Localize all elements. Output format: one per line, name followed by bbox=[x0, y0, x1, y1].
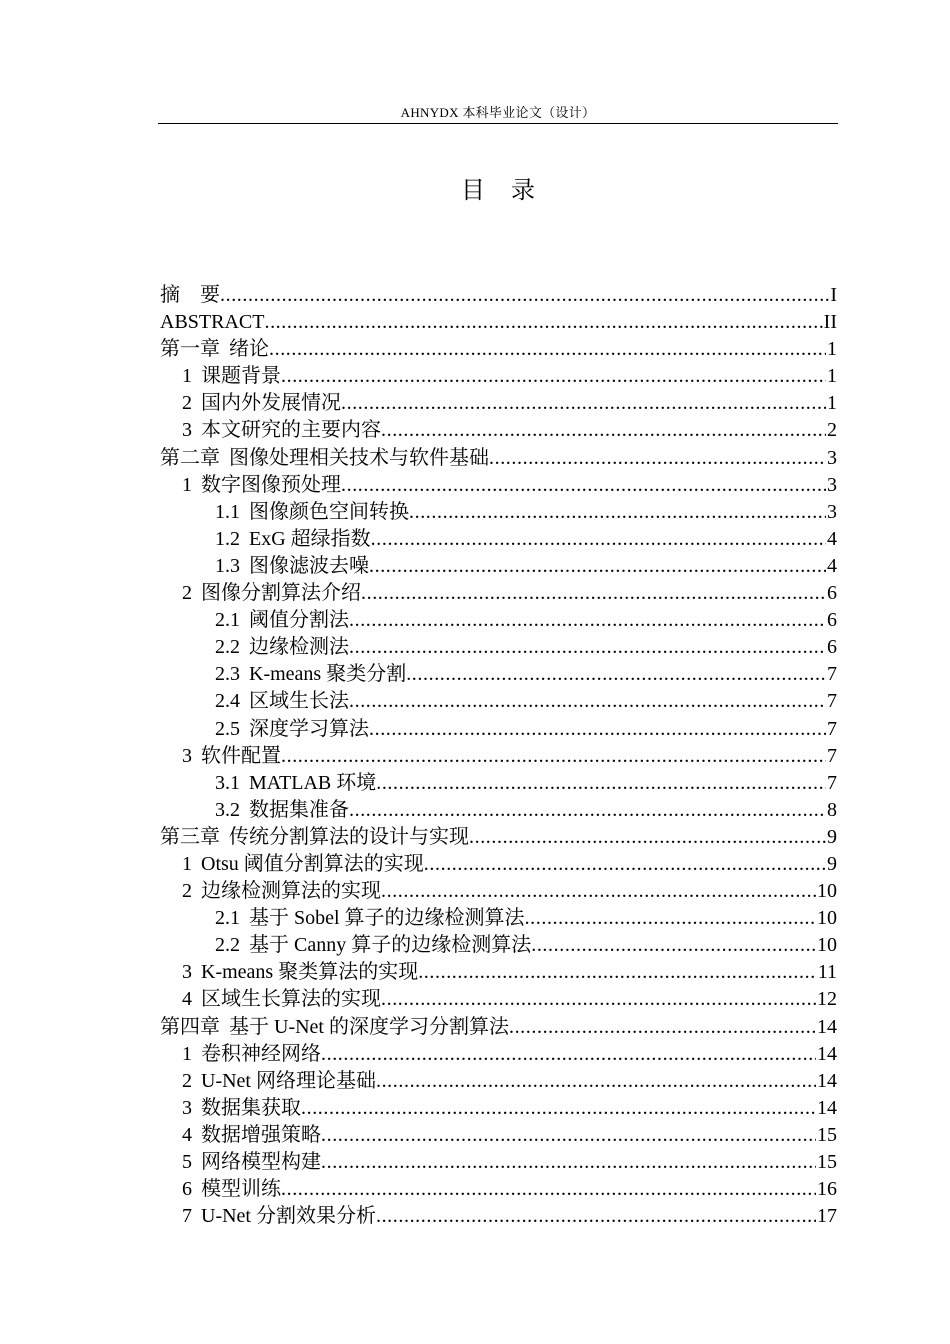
toc-entry-title: 图像滤波去噪 bbox=[249, 554, 369, 577]
toc-entry-title: MATLAB 环境 bbox=[249, 771, 377, 794]
toc-entry-number: 2 bbox=[182, 582, 192, 605]
toc-dot-leader bbox=[349, 688, 826, 715]
toc-entry[interactable] bbox=[160, 634, 837, 661]
toc-dot-leader bbox=[376, 1203, 816, 1230]
toc-entry-title: 深度学习算法 bbox=[249, 717, 369, 740]
toc-page-number: 8 bbox=[827, 798, 837, 821]
toc-dot-leader bbox=[409, 499, 826, 526]
toc-entry[interactable] bbox=[160, 878, 837, 905]
toc-page-number: 9 bbox=[827, 852, 837, 875]
toc-page-number: 10 bbox=[817, 880, 837, 903]
toc-entry-number: 第四章 bbox=[160, 1015, 220, 1038]
toc-page-number: 3 bbox=[827, 446, 837, 469]
toc-entry-title: 图像处理相关技术与软件基础 bbox=[229, 446, 489, 469]
toc-dot-leader bbox=[321, 1041, 816, 1068]
toc-entry[interactable] bbox=[160, 526, 837, 553]
toc-entry-title: 数字图像预处理 bbox=[201, 473, 341, 496]
toc-page-number: 14 bbox=[817, 1069, 837, 1092]
toc-dot-leader bbox=[369, 553, 826, 580]
toc-dot-leader bbox=[406, 661, 826, 688]
toc-entry-number: 1.3 bbox=[215, 554, 240, 577]
toc-entry[interactable] bbox=[160, 743, 837, 770]
header-rule bbox=[158, 123, 838, 124]
toc-page-number: 9 bbox=[827, 825, 837, 848]
toc-entry[interactable] bbox=[160, 716, 837, 743]
toc-entry[interactable] bbox=[160, 905, 837, 932]
toc-entry-number: 5 bbox=[182, 1151, 192, 1173]
toc-dot-leader bbox=[269, 336, 826, 363]
toc-page-number: 11 bbox=[817, 961, 837, 984]
toc-entry-title: 数据集获取 bbox=[201, 1096, 301, 1119]
toc-entry[interactable] bbox=[160, 1203, 837, 1230]
toc-page-number: 7 bbox=[827, 744, 837, 767]
toc-entry-title: 国内外发展情况 bbox=[201, 392, 341, 415]
toc-entry-title: 基于 Canny 算子的边缘检测算法 bbox=[249, 934, 532, 957]
toc-entry-number: 3 bbox=[182, 419, 192, 442]
toc-entry-number: 2.2 bbox=[215, 636, 240, 659]
toc-dot-leader bbox=[376, 1068, 816, 1095]
toc-entry-number: 第三章 bbox=[160, 825, 220, 848]
toc-page-number: II bbox=[823, 311, 837, 334]
toc-page-number: 4 bbox=[827, 554, 837, 577]
toc-entry-number: 1 bbox=[182, 1042, 192, 1065]
toc-entry-title: U-Net 分割效果分析 bbox=[201, 1205, 376, 1228]
toc-dot-leader bbox=[489, 445, 826, 472]
toc-entry-title: 基于 U-Net 的深度学习分割算法 bbox=[229, 1015, 509, 1038]
toc-entry[interactable] bbox=[160, 390, 837, 417]
toc-entry-number: 1.2 bbox=[215, 527, 240, 550]
toc-page-number: 1 bbox=[827, 392, 837, 415]
toc-dot-leader bbox=[264, 309, 822, 336]
toc-entry-number: 2 bbox=[182, 392, 192, 415]
toc-dot-leader bbox=[301, 1095, 816, 1122]
toc-entry-number: 1 bbox=[182, 473, 192, 496]
toc-dot-leader bbox=[381, 417, 826, 444]
toc-page-number: 3 bbox=[827, 500, 837, 523]
toc-entry-title: 阈值分割法 bbox=[249, 609, 349, 632]
toc-entry-title: 边缘检测算法的实现 bbox=[201, 880, 381, 903]
toc-entry-title: 本文研究的主要内容 bbox=[201, 419, 381, 442]
toc-entry-title: 区域生长法 bbox=[249, 690, 349, 713]
toc-entry-number: 2.3 bbox=[215, 663, 240, 686]
toc-page-number: 4 bbox=[827, 527, 837, 550]
toc-entry-title: 课题背景 bbox=[201, 365, 281, 388]
toc-page-number: 7 bbox=[827, 663, 837, 686]
page-header: AHNYDX 本科毕业论文（设计） bbox=[400, 105, 596, 120]
toc-page-number: 3 bbox=[827, 473, 837, 496]
toc-entry[interactable] bbox=[160, 499, 837, 526]
toc-dot-leader bbox=[361, 580, 826, 607]
toc-dot-leader bbox=[371, 526, 826, 553]
toc-dot-leader bbox=[220, 282, 829, 309]
toc-entry[interactable] bbox=[160, 851, 837, 878]
toc-entry[interactable] bbox=[160, 1122, 837, 1149]
toc-page-number: 10 bbox=[817, 934, 837, 957]
toc-entry-title: 区域生长算法的实现 bbox=[201, 988, 381, 1011]
toc-entry-number: 1 bbox=[182, 852, 192, 875]
toc-entry-number: 3 bbox=[182, 1096, 192, 1119]
toc-entry-number: 2.2 bbox=[215, 934, 240, 957]
toc-entry[interactable] bbox=[160, 309, 837, 336]
toc-entry-title: 图像颜色空间转换 bbox=[249, 500, 409, 523]
toc-entry[interactable] bbox=[160, 417, 837, 444]
toc-page-number: 14 bbox=[817, 1042, 837, 1065]
toc-entry-title: Otsu 阈值分割算法的实现 bbox=[201, 852, 424, 875]
toc-dot-leader bbox=[281, 1176, 816, 1203]
toc-entry-number: 第一章 bbox=[160, 338, 220, 361]
toc-dot-leader bbox=[369, 716, 826, 743]
toc-entry[interactable] bbox=[160, 959, 837, 986]
toc-dot-leader bbox=[281, 363, 826, 390]
toc-entry[interactable] bbox=[160, 688, 837, 715]
toc-dot-leader bbox=[349, 797, 826, 824]
toc-dot-leader bbox=[349, 607, 826, 634]
toc-page-number: 15 bbox=[817, 1123, 837, 1146]
toc-page-number: 16 bbox=[817, 1178, 837, 1201]
toc-page-number: 14 bbox=[817, 1015, 837, 1038]
toc-entry-number: 3 bbox=[182, 744, 192, 767]
toc-page-number: 6 bbox=[827, 636, 837, 659]
toc-entry[interactable] bbox=[160, 770, 837, 797]
toc-entry[interactable] bbox=[160, 336, 837, 363]
toc-page-number: 7 bbox=[827, 690, 837, 713]
toc-entry[interactable] bbox=[160, 661, 837, 688]
toc-dot-leader bbox=[321, 1149, 816, 1176]
toc-page-number: 10 bbox=[817, 907, 837, 930]
toc-dot-leader bbox=[509, 1014, 816, 1041]
toc-entry-title: 卷积神经网络 bbox=[201, 1042, 321, 1065]
toc-entry-number: 2.1 bbox=[215, 609, 240, 632]
toc-entry-number: 3.1 bbox=[215, 771, 240, 794]
toc-page-number: 1 bbox=[827, 338, 837, 361]
toc-entry[interactable] bbox=[160, 986, 837, 1013]
toc-page-number: 6 bbox=[827, 609, 837, 632]
toc-dot-leader bbox=[418, 959, 817, 986]
toc-entry-number: 2 bbox=[182, 1069, 192, 1092]
toc-dot-leader bbox=[281, 743, 826, 770]
toc-entry[interactable] bbox=[160, 797, 837, 824]
toc-entry[interactable] bbox=[160, 1149, 837, 1176]
toc-entry-title: K-means 聚类分割 bbox=[249, 663, 407, 686]
toc-entry-title: 数据增强策略 bbox=[201, 1123, 321, 1146]
toc-entry-number: 4 bbox=[182, 1123, 192, 1146]
toc-entry-title: 传统分割算法的设计与实现 bbox=[229, 825, 469, 848]
toc-entry-number: 第二章 bbox=[160, 446, 220, 469]
toc-page-number: 7 bbox=[827, 717, 837, 740]
table-of-contents bbox=[160, 282, 837, 1230]
toc-entry[interactable] bbox=[160, 607, 837, 634]
toc-entry-number: 2.5 bbox=[215, 717, 240, 740]
toc-entry-title: 基于 Sobel 算子的边缘检测算法 bbox=[249, 907, 525, 930]
toc-title: 目录 bbox=[461, 178, 561, 204]
toc-entry[interactable] bbox=[160, 472, 837, 499]
toc-entry[interactable] bbox=[160, 1068, 837, 1095]
toc-entry[interactable] bbox=[160, 1095, 837, 1122]
toc-dot-leader bbox=[341, 390, 826, 417]
toc-entry-number: 2.1 bbox=[215, 907, 240, 930]
toc-entry[interactable] bbox=[160, 1041, 837, 1068]
toc-entry-number: 3.2 bbox=[215, 798, 240, 821]
toc-page-number: 2 bbox=[827, 419, 837, 442]
toc-entry[interactable] bbox=[160, 363, 837, 390]
toc-entry-title: 网络模型构建 bbox=[201, 1151, 321, 1173]
toc-entry-title: 摘 要 bbox=[160, 284, 220, 306]
toc-entry-number: 3 bbox=[182, 961, 192, 984]
toc-entry-title: 绪论 bbox=[229, 338, 269, 361]
toc-dot-leader bbox=[469, 824, 826, 851]
toc-entry[interactable] bbox=[160, 282, 837, 309]
toc-entry-title: K-means 聚类算法的实现 bbox=[201, 961, 419, 984]
toc-page-number: I bbox=[830, 284, 837, 306]
toc-entry-number: 2.4 bbox=[215, 690, 240, 713]
toc-entry-title: U-Net 网络理论基础 bbox=[201, 1069, 376, 1092]
toc-dot-leader bbox=[376, 770, 826, 797]
toc-entry-number: 2 bbox=[182, 880, 192, 903]
toc-entry-title: 数据集准备 bbox=[249, 798, 349, 821]
toc-entry[interactable] bbox=[160, 580, 837, 607]
toc-entry-number: 7 bbox=[182, 1205, 192, 1228]
toc-page-number: 12 bbox=[817, 988, 837, 1011]
toc-dot-leader bbox=[531, 932, 816, 959]
toc-dot-leader bbox=[321, 1122, 816, 1149]
toc-entry-number: 4 bbox=[182, 988, 192, 1011]
toc-dot-leader bbox=[349, 634, 826, 661]
toc-dot-leader bbox=[525, 905, 816, 932]
toc-dot-leader bbox=[381, 986, 816, 1013]
toc-entry[interactable] bbox=[160, 445, 837, 472]
toc-dot-leader bbox=[341, 472, 826, 499]
toc-page-number: 17 bbox=[817, 1205, 837, 1228]
toc-entry-title: 边缘检测法 bbox=[249, 636, 349, 659]
toc-entry-number: 1 bbox=[182, 365, 192, 388]
toc-entry[interactable] bbox=[160, 932, 837, 959]
toc-entry[interactable] bbox=[160, 1176, 837, 1203]
toc-entry-number: 1.1 bbox=[215, 500, 240, 523]
toc-page-number: 7 bbox=[827, 771, 837, 794]
toc-entry-number: 6 bbox=[182, 1178, 192, 1201]
toc-entry[interactable] bbox=[160, 824, 837, 851]
toc-page-number: 1 bbox=[827, 365, 837, 388]
toc-entry-title: ABSTRACT bbox=[160, 311, 265, 334]
toc-page-number: 6 bbox=[827, 582, 837, 605]
toc-page-number: 14 bbox=[817, 1096, 837, 1119]
toc-entry[interactable] bbox=[160, 553, 837, 580]
toc-page-number: 15 bbox=[817, 1151, 837, 1173]
toc-dot-leader bbox=[424, 851, 826, 878]
toc-entry-title: ExG 超绿指数 bbox=[249, 527, 371, 550]
toc-entry-title: 软件配置 bbox=[201, 744, 281, 767]
toc-entry-title: 图像分割算法介绍 bbox=[201, 582, 361, 605]
toc-entry-title: 模型训练 bbox=[201, 1178, 281, 1201]
toc-dot-leader bbox=[381, 878, 816, 905]
toc-entry[interactable] bbox=[160, 1014, 837, 1041]
